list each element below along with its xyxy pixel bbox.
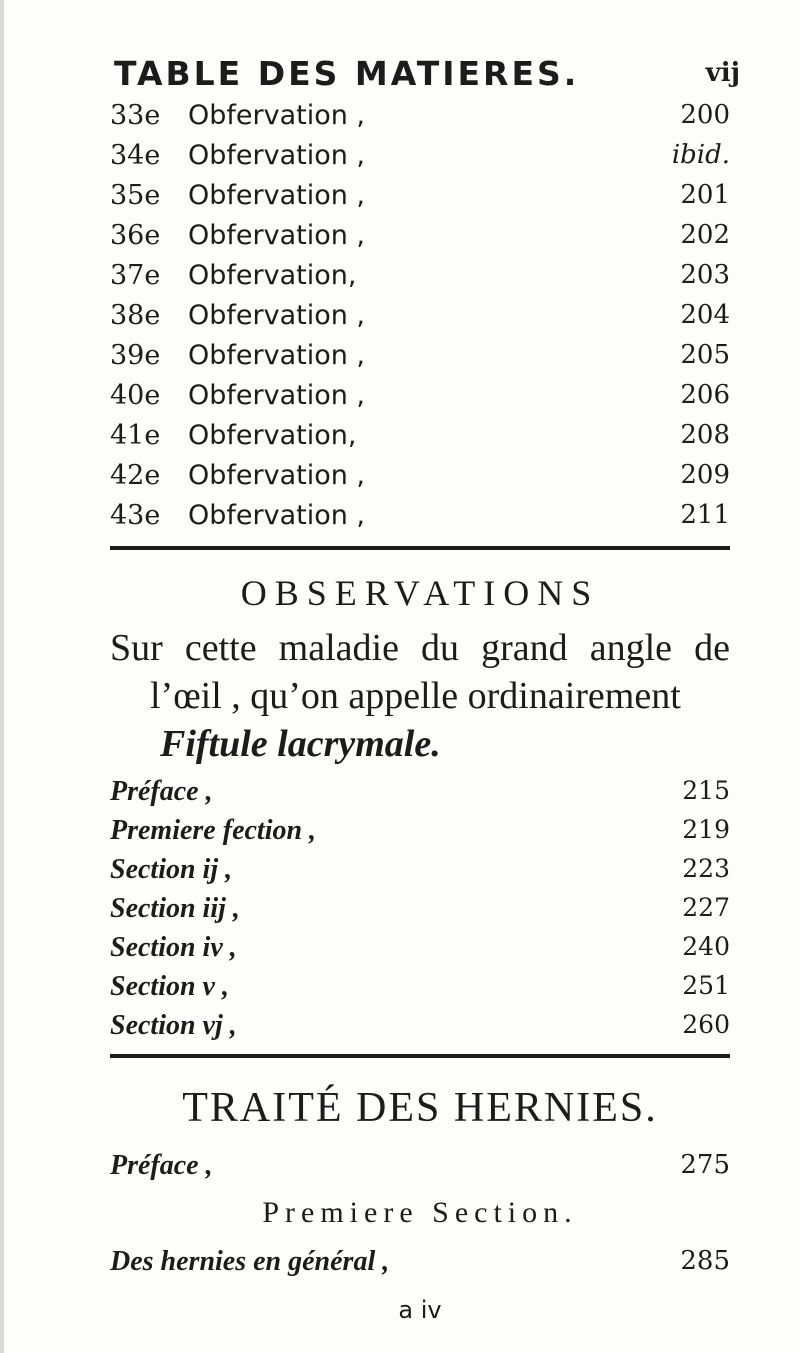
subtitle-line: Fiftule lacrymale. bbox=[160, 723, 441, 765]
list-item bbox=[110, 380, 730, 420]
list-item bbox=[110, 220, 730, 260]
observation-number: 38e bbox=[110, 300, 161, 331]
list-item bbox=[110, 1246, 730, 1286]
list-item bbox=[110, 420, 730, 460]
list-item bbox=[110, 932, 730, 971]
page-number: 219 bbox=[682, 815, 730, 844]
page-number: 260 bbox=[682, 1010, 730, 1039]
list-item bbox=[110, 260, 730, 300]
observations-subtitle bbox=[110, 624, 730, 768]
page-number: 211 bbox=[680, 500, 730, 530]
observation-label: Obfervation , bbox=[188, 180, 366, 211]
preface-label: Préface , bbox=[110, 1150, 213, 1181]
observation-number: 42e bbox=[110, 460, 161, 491]
observation-label: Obfervation , bbox=[188, 220, 366, 251]
divider bbox=[110, 1054, 730, 1058]
observation-label: Obfervation , bbox=[188, 460, 366, 491]
premiere-section-heading: Premiere Section. bbox=[262, 1196, 578, 1229]
page-number: 208 bbox=[680, 420, 730, 450]
observation-label: Obfervation , bbox=[188, 340, 366, 371]
signature-mark: a iv bbox=[398, 1296, 442, 1324]
observation-label: Obfervation, bbox=[188, 260, 357, 291]
observation-label: Obfervation , bbox=[188, 500, 366, 531]
list-item bbox=[110, 1010, 730, 1049]
hernies-label: Des hernies en général , bbox=[110, 1246, 390, 1277]
section-list bbox=[110, 776, 730, 1049]
page-number: 201 bbox=[680, 180, 730, 210]
page-number: 240 bbox=[682, 932, 730, 961]
observation-number: 41e bbox=[110, 420, 161, 451]
subtitle-line: l’œil , qu’on appelle ordinairement bbox=[150, 675, 681, 717]
list-item bbox=[110, 500, 730, 540]
section-label: Premiere fection , bbox=[110, 815, 317, 846]
page-number: 275 bbox=[680, 1150, 730, 1180]
page-edge bbox=[0, 0, 4, 1353]
section-label: Section iij , bbox=[110, 893, 240, 924]
observation-number: 37e bbox=[110, 260, 161, 291]
observation-label: Obfervation , bbox=[188, 140, 366, 171]
list-item bbox=[110, 854, 730, 893]
list-item bbox=[110, 460, 730, 500]
page-number: 200 bbox=[680, 100, 730, 130]
page-folio: vij bbox=[705, 58, 740, 88]
page-number: 223 bbox=[682, 854, 730, 883]
section-label: Section ij , bbox=[110, 854, 233, 885]
section-label: Préface , bbox=[110, 776, 213, 807]
divider bbox=[110, 546, 730, 550]
observation-number: 43e bbox=[110, 500, 161, 531]
observation-number: 34e bbox=[110, 140, 161, 171]
list-item bbox=[110, 776, 730, 815]
section-label: Section iv , bbox=[110, 932, 237, 963]
list-item bbox=[110, 815, 730, 854]
observation-label: Obfervation , bbox=[188, 100, 366, 131]
subtitle-line: Sur cette maladie du grand angle de bbox=[110, 627, 730, 669]
traite-heading: TRAITÉ DES HERNIES. bbox=[182, 1085, 658, 1131]
list-item bbox=[110, 300, 730, 340]
page-number: 209 bbox=[680, 460, 730, 490]
page-number: 202 bbox=[680, 220, 730, 250]
observation-number: 35e bbox=[110, 180, 161, 211]
page-number: 203 bbox=[680, 260, 730, 290]
page-number: 251 bbox=[682, 971, 730, 1000]
observations-heading: OBSERVATIONS bbox=[240, 573, 600, 613]
page-number: 204 bbox=[680, 300, 730, 330]
page-number: 206 bbox=[680, 380, 730, 410]
section-label: Section vj , bbox=[110, 1010, 237, 1041]
list-item bbox=[110, 180, 730, 220]
observation-list bbox=[110, 100, 730, 540]
observation-number: 36e bbox=[110, 220, 161, 251]
observation-number: 33e bbox=[110, 100, 161, 131]
observation-number: 39e bbox=[110, 340, 161, 371]
list-item bbox=[110, 893, 730, 932]
page-header bbox=[100, 50, 740, 100]
page-number: 227 bbox=[682, 893, 730, 922]
page-number: 215 bbox=[682, 776, 730, 805]
page-title: TABLE DES MATIERES. bbox=[114, 54, 580, 93]
observation-number: 40e bbox=[110, 380, 161, 411]
list-item bbox=[110, 140, 730, 180]
observation-label: Obfervation, bbox=[188, 420, 357, 451]
list-item bbox=[110, 100, 730, 140]
list-item bbox=[110, 1150, 730, 1190]
list-item bbox=[110, 340, 730, 380]
section-label: Section v , bbox=[110, 971, 229, 1002]
observation-label: Obfervation , bbox=[188, 300, 366, 331]
list-item bbox=[110, 971, 730, 1010]
page-number: 285 bbox=[680, 1246, 730, 1276]
observation-label: Obfervation , bbox=[188, 380, 366, 411]
page-number: 205 bbox=[680, 340, 730, 370]
page-number: ibid. bbox=[671, 140, 730, 170]
